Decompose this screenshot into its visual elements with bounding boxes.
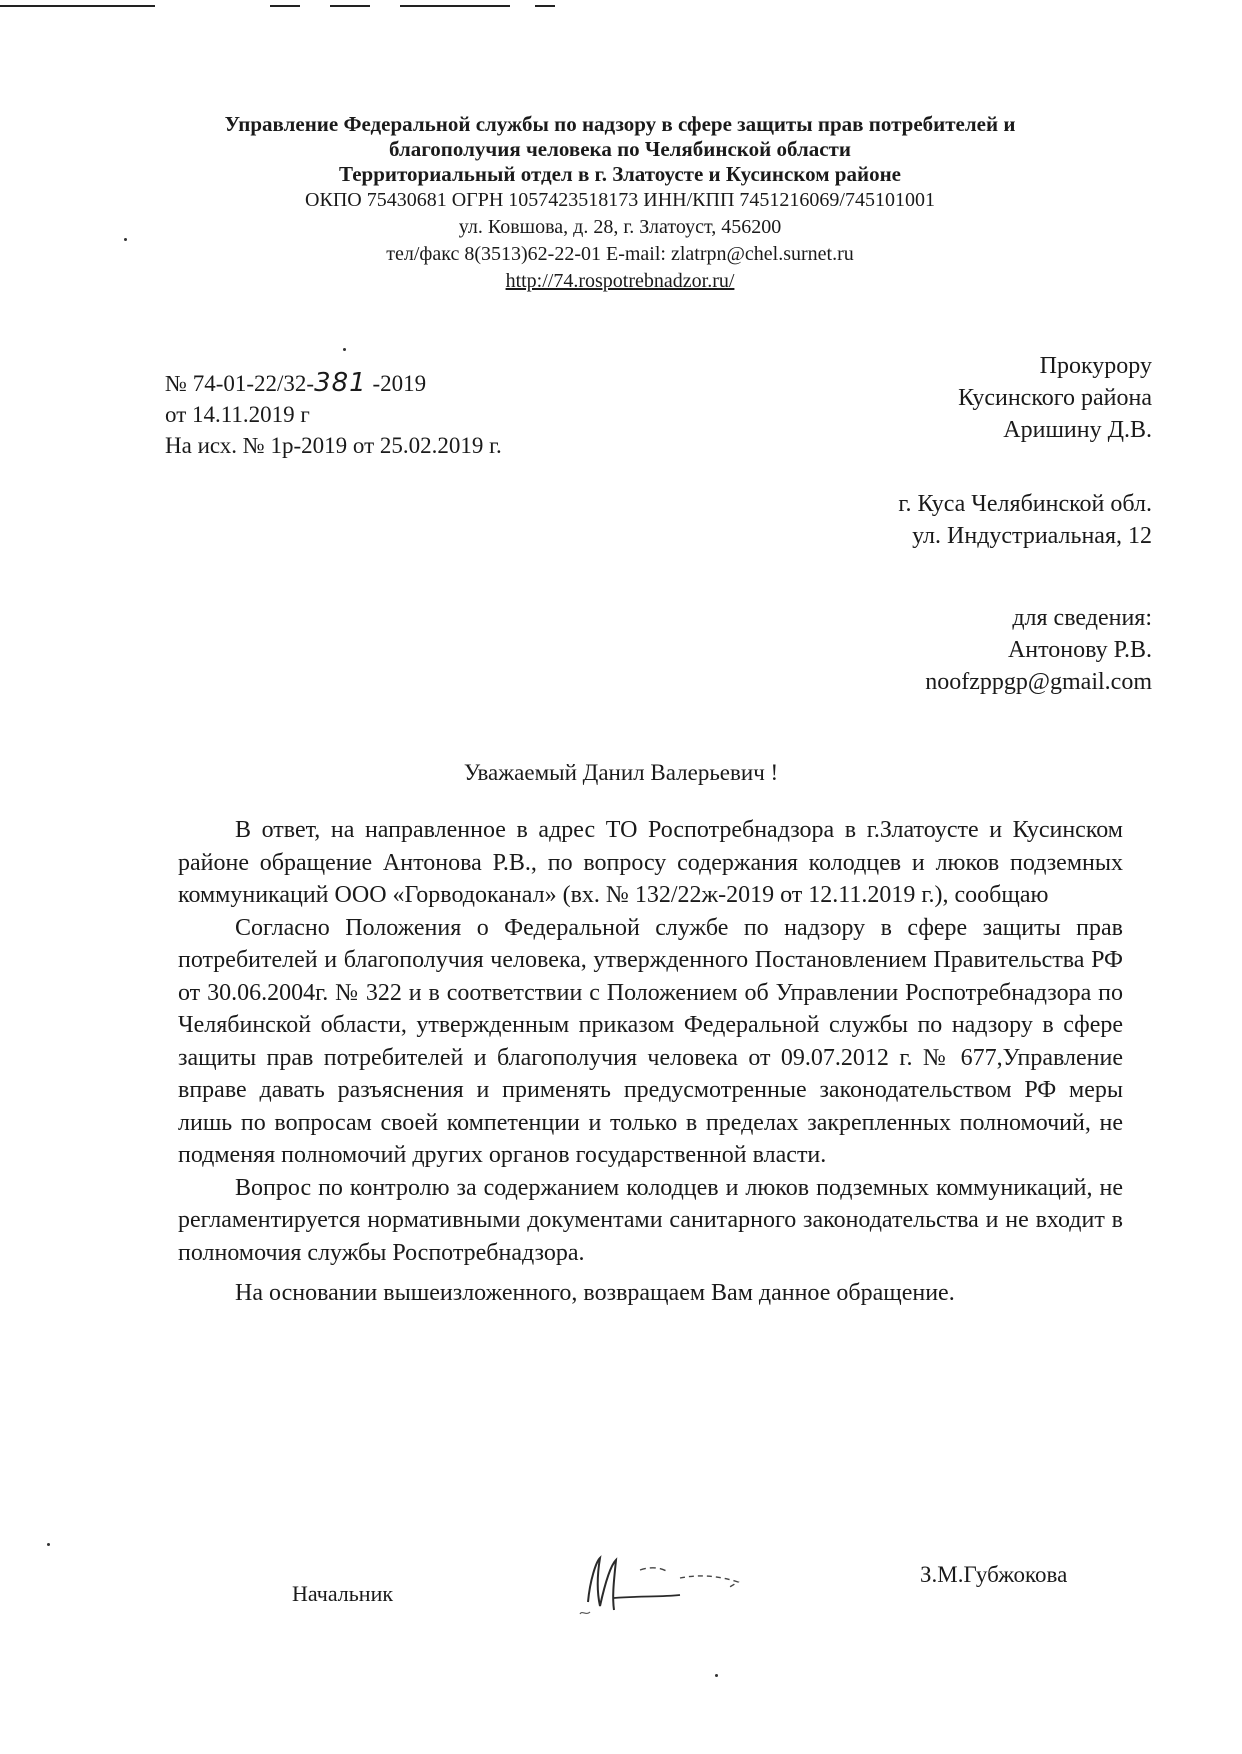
addressee-city: г. Куса Челябинской обл. [898,491,1152,517]
body-paragraph-1: В ответ, на направленное в адрес ТО Роспотребнадзора в г.Златоусте и Кусинском районе обращение Антонова Р.В., по вопросу содержания колодцев и люков подземных коммуникаций ООО «Горводоканал» (вх. № 132/22ж-2019 от 12.11.2019 г.), сообщаю [178,817,1123,908]
addressee-block [732,350,1152,698]
scan-speck [47,1543,50,1546]
body-paragraph-3: Вопрос по контролю за содержанием колодцев и люков подземных коммуникаций, не регламентируется нормативными документами санитарного законодательства и не входит в полномочия службы Роспотребнадзора. [178,1174,1123,1266]
org-name-line1: Управление Федеральной службы по надзору в сфере защиты прав потребителей и [224,112,1016,136]
scan-artifact [270,5,300,7]
registration-codes: ОКПО 75430681 ОГРН 1057423518173 ИНН/КПП 7451216069/745101001 [305,189,935,211]
org-address: ул. Ковшова, д. 28, г. Златоуст, 456200 [458,216,782,238]
scan-artifact [330,5,370,7]
org-website-link[interactable]: http://74.rospotrebnadzor.ru/ [505,270,735,292]
org-name-line2: благополучия человека по Челябинской области [389,137,851,161]
signatory-name: З.М.Губжокова [920,1562,1068,1587]
cc-name: Антонову Р.В. [1007,637,1152,663]
handwritten-signature [570,1540,780,1620]
scan-artifact [400,5,510,7]
body-paragraph-4: На основании вышеизложенного, возвращаем Вам данное обращение. [235,1280,955,1306]
salutation: Уважаемый Данил Валерьевич ! [463,760,779,785]
addressee-title: Прокурору [1039,353,1152,379]
letterhead [140,112,1100,295]
in-reply-reference: На исх. № 1р-2019 от 25.02.2019 г. [165,433,502,458]
org-contacts: тел/факс 8(3513)62-22-01 E-mail: zlatrpn@chel.surnet.ru [386,243,854,265]
cc-label: для сведения: [1012,605,1152,631]
letter-body [178,814,1123,1310]
number-prefix: № 74-01-22/32- [165,371,315,396]
addressee-street: ул. Индустриальная, 12 [912,523,1152,549]
number-suffix: -2019 [366,371,427,396]
outgoing-number [165,368,502,399]
scan-speck [343,348,346,351]
scan-speck [715,1674,718,1677]
handwritten-number: 381 [314,368,367,398]
outgoing-date: от 14.11.2019 г [165,402,310,427]
scan-artifact [535,5,555,7]
addressee-district: Кусинского района [958,385,1152,411]
department-name: Территориальный отдел в г. Златоусте и Кусинском районе [339,162,901,186]
outgoing-reference [165,368,502,461]
cc-email: noofzppgp@gmail.com [925,669,1152,695]
signatory-title: Начальник [292,1581,394,1606]
scan-speck [124,238,127,241]
body-paragraph-2: Согласно Положения о Федеральной службе по надзору в сфере защиты прав потребителей и благополучия человека, утвержденного Постановлением Правительства РФ от 30.06.2004г. № 322 и в соответствии с Положением об Управлении Роспотребнадзора по Челябинской области, утвержденным приказом Федеральной службы по надзору в сфере защиты прав потребителей и благополучия человека от 09.07.2012 г. № 677,Управление вправе давать разъяснения и применять предусмотренные законодательством РФ меры лишь по вопросам своей компетенции и только в пределах закрепленных полномочий, не подменяя полномочий других органов государственной власти. [178,914,1123,1168]
addressee-name: Аришину Д.В. [1003,417,1152,443]
scan-artifact [0,5,155,7]
